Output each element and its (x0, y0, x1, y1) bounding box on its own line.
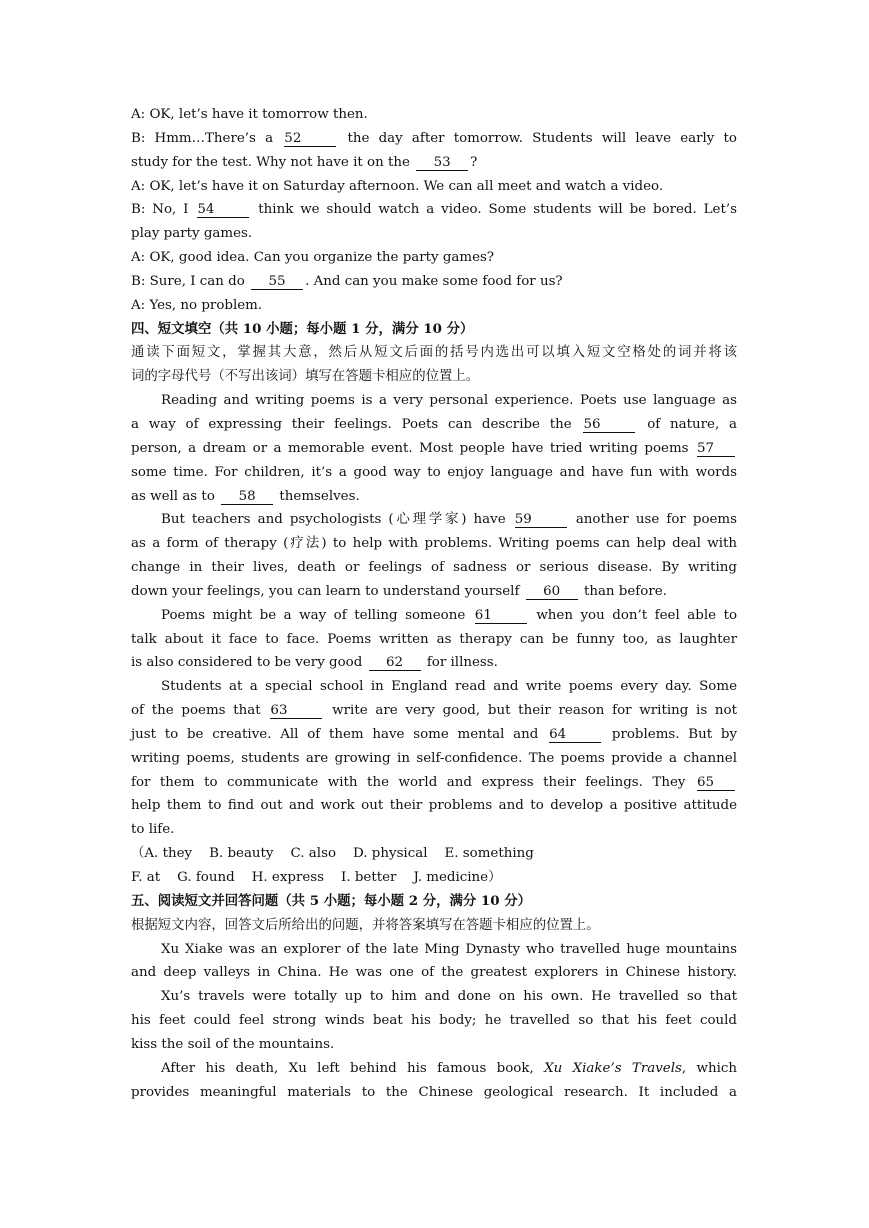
passage-line (131, 771, 737, 795)
dialogue-line: A: OK, good idea. Can you organize the party games? (131, 250, 495, 266)
text: for them to communicate with the world and express their feelings. They (131, 774, 686, 790)
text: of the poems that (131, 703, 261, 719)
passage-line: as a form of therapy (疗法) to help with problems. Writing poems can help deal with (131, 536, 737, 552)
passage-line: and deep valleys in China. He was one of the greatest explorers in Chinese history. (131, 965, 737, 981)
blank-61: 61 (475, 608, 527, 624)
text: think we should watch a video. Some students will be bored. Let’s (258, 202, 737, 218)
text: person, a dream or a memorable event. Most people have tried writing poems (131, 440, 689, 456)
blank-55: 55 (251, 274, 303, 290)
passage-line (131, 723, 737, 747)
blank-59: 59 (515, 512, 567, 528)
passage-line: kiss the soil of the mountains. (131, 1036, 335, 1052)
blank-64: 64 (549, 727, 601, 743)
text: study for the test. Why not have it on the (131, 154, 410, 170)
passage-line (131, 604, 737, 628)
blank-65: 65 (697, 775, 735, 791)
text: B: Hmm…There’s a (131, 130, 274, 146)
dialogue-line (131, 127, 737, 151)
passage-line (131, 580, 737, 604)
blank-60: 60 (526, 584, 578, 600)
passage-line (131, 437, 737, 461)
blank-56: 56 (583, 417, 635, 433)
text: themselves. (279, 488, 360, 504)
dialogue-line (131, 198, 737, 222)
text: ? (470, 154, 478, 170)
blank-52: 52 (284, 131, 336, 147)
text: down your feelings, you can learn to understand yourself (131, 583, 520, 599)
text: write are very good, but their reason for writing is not (332, 703, 738, 719)
text: Poems might be a way of telling someone (161, 607, 466, 623)
text: just to be creative. All of them have some mental and (131, 726, 539, 742)
text: is also considered to be very good (131, 655, 363, 671)
section-5-heading: 五、阅读短文并回答问题（共 5 小题；每小题 2 分，满分 10 分） (131, 892, 532, 909)
text: problems. But by (611, 726, 738, 742)
passage-line (131, 413, 737, 437)
text: . And can you make some food for us? (305, 273, 563, 289)
text: when you don’t feel able to (536, 607, 738, 623)
section-5-instruction: 根据短文内容，回答文后所给出的问题，并将答案填写在答题卡相应的位置上。 (131, 917, 600, 933)
exam-page (131, 103, 737, 1104)
passage-line: Reading and writing poems is a very personal experience. Poets use language as (161, 393, 737, 409)
passage-line: talk about it face to face. Poems written as therapy can be funny too, as laughter (131, 631, 737, 647)
blank-63: 63 (270, 703, 322, 719)
passage-line: to life. (131, 822, 175, 838)
passage-line: Xu Xiake was an explorer of the late Ming Dynasty who travelled huge mountains (161, 941, 737, 957)
blank-53: 53 (416, 155, 468, 171)
dialogue-line: play party games. (131, 226, 253, 242)
text: After his death, Xu left behind his famous book, (161, 1060, 534, 1076)
text: another use for poems (575, 512, 737, 528)
blank-62: 62 (369, 655, 421, 671)
text: B: No, I (131, 202, 189, 218)
text: as well as to (131, 488, 215, 504)
text: of nature, a (647, 416, 737, 432)
passage-line (131, 1057, 737, 1081)
passage-line: Xu’s travels were totally up to him and done on his own. He travelled so that (161, 989, 737, 1005)
word-options: （A. they B. beauty C. also D. physical E. something (131, 846, 534, 862)
passage-line: his feet could feel strong winds beat his body; he travelled so that his feet could (131, 1013, 737, 1029)
passage-line (131, 485, 737, 509)
passage-line (131, 699, 737, 723)
dialogue-line: A: Yes, no problem. (131, 297, 263, 313)
word-options: F. at G. found H. express I. better J. medicine） (131, 870, 502, 885)
book-title: Xu Xiake’s Travels (544, 1060, 682, 1076)
text: B: Sure, I can do (131, 273, 245, 289)
passage-line (131, 651, 737, 675)
dialogue-line (131, 270, 737, 294)
section-4-instruction: 通读下面短文，掌握其大意，然后从短文后面的括号内选出可以填入短文空格处的词并将该 (131, 345, 737, 361)
passage-line: writing poems, students are growing in self-confidence. The poems provide a channel (131, 750, 737, 766)
blank-58: 58 (221, 489, 273, 505)
passage-line: help them to find out and work out their problems and to develop a positive attitude (131, 798, 737, 814)
passage-line: some time. For children, it’s a good way to enjoy language and have fun with words (131, 464, 737, 480)
text: the day after tomorrow. Students will leave early to (347, 130, 737, 146)
dialogue-line (131, 151, 737, 175)
text: for illness. (426, 655, 498, 671)
dialogue-line: A: OK, let’s have it on Saturday afternoon. We can all meet and watch a video. (131, 178, 664, 194)
passage-line: provides meaningful materials to the Chinese geological research. It included a (131, 1084, 737, 1100)
blank-54: 54 (197, 202, 249, 218)
section-4-instruction: 词的字母代号（不写出该词）填写在答题卡相应的位置上。 (131, 369, 480, 385)
passage-line (131, 508, 737, 532)
dialogue-line: A: OK, let’s have it tomorrow then. (131, 107, 368, 122)
text: , which (681, 1060, 737, 1076)
passage-line: Students at a special school in England read and write poems every day. Some (161, 679, 737, 695)
section-4-heading: 四、短文填空（共 10 小题；每小题 1 分，满分 10 分） (131, 320, 474, 337)
text: than before. (583, 583, 667, 599)
text: a way of expressing their feelings. Poets can describe the (131, 416, 572, 432)
text: But teachers and psychologists (心理学家) have (161, 512, 506, 528)
passage-line: change in their lives, death or feelings of sadness or serious disease. By writing (131, 560, 737, 576)
blank-57: 57 (697, 441, 735, 457)
